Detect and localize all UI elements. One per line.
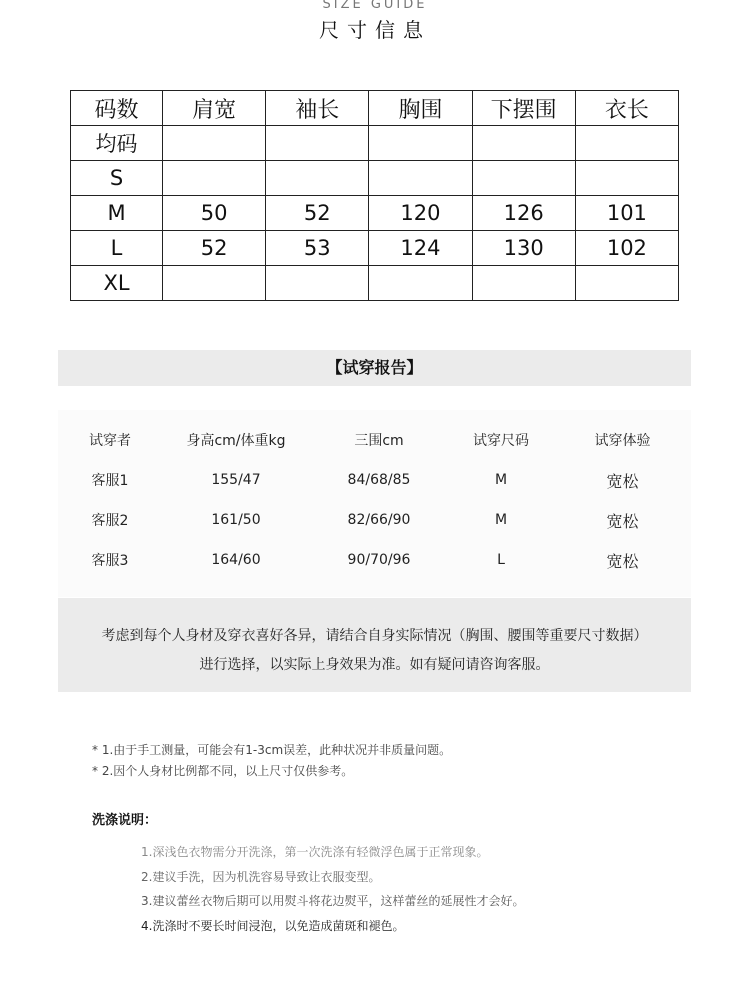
- size-col-header: 码数: [71, 91, 163, 126]
- size-cell: 101: [575, 196, 678, 231]
- trial-cell: L: [497, 552, 505, 568]
- size-cell: 52: [163, 231, 266, 266]
- page-header: [0, 0, 750, 42]
- trial-cell: 宽松: [606, 551, 639, 571]
- size-cell: S: [71, 161, 163, 196]
- trial-report-panel: [58, 410, 691, 597]
- trial-cell: 82/66/90: [347, 512, 411, 528]
- measurement-notes: [92, 740, 451, 782]
- size-cell: XL: [71, 266, 163, 301]
- size-cell: 均码: [71, 126, 163, 161]
- size-cell: [575, 266, 678, 301]
- size-table: [70, 90, 679, 301]
- size-cell: 126: [472, 196, 575, 231]
- size-cell: [575, 161, 678, 196]
- trial-cell: 164/60: [211, 552, 261, 568]
- size-cell: 50: [163, 196, 266, 231]
- size-cell: [369, 266, 472, 301]
- fit-advice-text: [58, 598, 691, 680]
- size-cell: [266, 126, 369, 161]
- size-cell: [472, 161, 575, 196]
- trial-row: [58, 460, 691, 500]
- size-guide-cn-title: 尺寸信息: [319, 18, 431, 42]
- size-guide-en-title: SIZE GUIDE: [322, 0, 428, 12]
- note-item: * 2.因个人身材比例都不同，以上尺寸仅供参考。: [92, 764, 354, 778]
- size-cell: [369, 126, 472, 161]
- trial-cell: 84/68/85: [347, 472, 411, 488]
- trial-report-title: 【试穿报告】: [326, 358, 423, 377]
- trial-col-header: 身高cm/体重kg: [186, 433, 286, 449]
- size-cell: 130: [472, 231, 575, 266]
- size-cell: 124: [369, 231, 472, 266]
- size-cell: 53: [266, 231, 369, 266]
- trial-col-header: 试穿尺码: [473, 433, 529, 449]
- trial-report-table: [58, 420, 691, 580]
- trial-cell: 宽松: [606, 511, 639, 531]
- fit-advice-line: 进行选择，以实际上身效果为准。如有疑问请咨询客服。: [199, 657, 550, 673]
- trial-cell: M: [494, 512, 508, 528]
- trial-cell: M: [494, 472, 508, 488]
- trial-cell: 161/50: [211, 512, 261, 528]
- wash-item: 2.建议手洗，因为机洗容易导致让衣服变型。: [141, 869, 381, 884]
- size-cell: [163, 161, 266, 196]
- size-cell: 52: [266, 196, 369, 231]
- trial-row: [58, 540, 691, 580]
- trial-cell: 客服1: [91, 473, 129, 489]
- trial-cell: 155/47: [211, 472, 261, 488]
- size-table-row: [71, 266, 679, 301]
- trial-cell: 90/70/96: [347, 552, 411, 568]
- size-cell: [266, 266, 369, 301]
- size-col-header: 肩宽: [163, 91, 266, 126]
- wash-item: 1.深浅色衣物需分开洗涤，第一次洗涤有轻微浮色属于正常现象。: [141, 845, 489, 859]
- trial-report-banner: [58, 350, 691, 386]
- trial-cell: 宽松: [606, 471, 639, 491]
- size-cell: [472, 266, 575, 301]
- size-cell: [369, 161, 472, 196]
- trial-cell: 客服3: [91, 553, 129, 569]
- size-cell: [575, 126, 678, 161]
- note-item: * 1.由于手工测量，可能会有1-3cm误差，此种状况并非质量问题。: [92, 743, 452, 757]
- trial-col-header: 三围cm: [354, 433, 404, 449]
- wash-item: 4.洗涤时不要长时间浸泡，以免造成菌斑和褪色。: [141, 918, 405, 933]
- size-col-header: 胸围: [369, 91, 472, 126]
- size-table-row: [71, 161, 679, 196]
- trial-row: [58, 500, 691, 540]
- trial-header-row: [58, 420, 691, 460]
- size-cell: [163, 266, 266, 301]
- size-table-header-row: [71, 91, 679, 126]
- size-table-row: [71, 126, 679, 161]
- wash-instructions-list: [141, 840, 524, 938]
- wash-item: 3.建议蕾丝衣物后期可以用熨斗将花边熨平，这样蕾丝的延展性才会好。: [141, 894, 525, 908]
- size-cell: [472, 126, 575, 161]
- size-col-header: 衣长: [575, 91, 678, 126]
- size-table-row: [71, 231, 679, 266]
- wash-instructions-title: 洗涤说明：: [92, 813, 158, 828]
- size-cell: [163, 126, 266, 161]
- size-cell: 120: [369, 196, 472, 231]
- trial-cell: 客服2: [91, 513, 129, 529]
- size-cell: 102: [575, 231, 678, 266]
- trial-col-header: 试穿体验: [594, 433, 651, 449]
- fit-advice-line: 考虑到每个人身材及穿衣喜好各异，请结合自身实际情况（胸围、腰围等重要尺寸数据）: [101, 628, 648, 644]
- size-table-row: [71, 196, 679, 231]
- fit-advice-box: [58, 598, 691, 692]
- trial-col-header: 试穿者: [89, 433, 131, 449]
- size-cell: M: [71, 196, 163, 231]
- size-cell: L: [71, 231, 163, 266]
- size-col-header: 袖长: [266, 91, 369, 126]
- size-cell: [266, 161, 369, 196]
- size-col-header: 下摆围: [472, 91, 575, 126]
